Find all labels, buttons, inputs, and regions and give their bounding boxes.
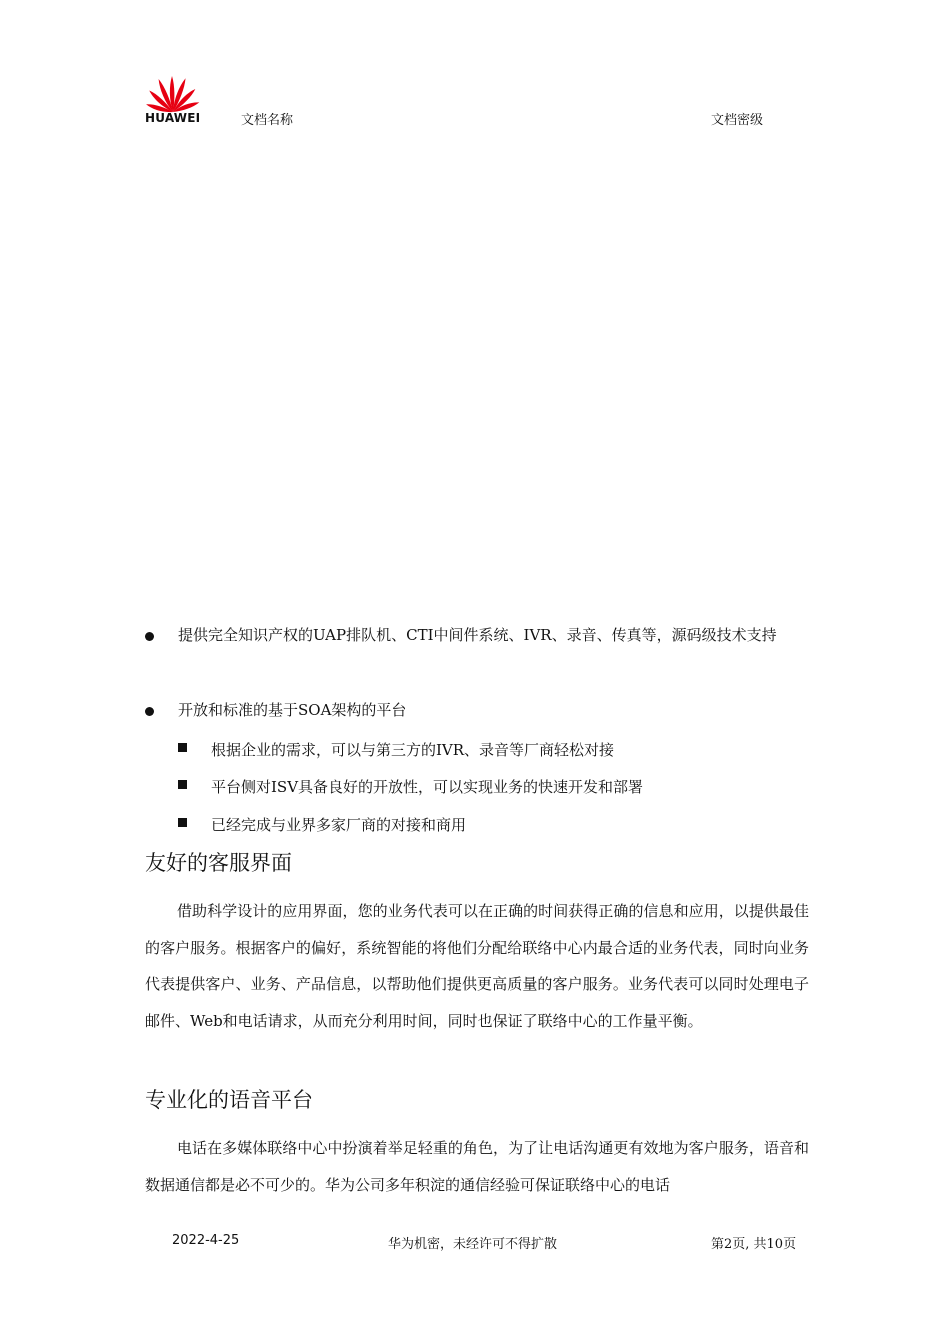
section-paragraph: 电话在多媒体联络中心中扮演着举足轻重的角色，为了让电话沟通更有效地为客户服务，语音和数据通信都是必不可少的。华为公司多年积淀的通信经验可保证联络中心的电话 [145, 1139, 809, 1194]
section-heading: 友好的客服界面 [145, 851, 292, 875]
bullet-dot-icon [145, 632, 154, 641]
bullet-text: 提供完全知识产权的UAP排队机、CTI中间件系统、IVR、录音、传真等，源码级技术支持 [178, 626, 777, 644]
sub-bullet-text: 平台侧对ISV具备良好的开放性，可以实现业务的快速开发和部署 [211, 778, 644, 796]
footer-confidentiality: 华为机密，未经许可不得扩散 [388, 1237, 558, 1252]
logo-wordmark: HUAWEI [145, 111, 201, 125]
bullet-text: 开放和标准的基于SOA架构的平台 [178, 701, 407, 719]
footer-page-number: 第2页, 共10页 [711, 1237, 797, 1252]
page-header [0, 0, 950, 140]
bullet-dot-icon [145, 707, 154, 716]
sub-bullet-text: 已经完成与业界多家厂商的对接和商用 [211, 816, 467, 834]
page-footer [0, 1230, 950, 1260]
document-name-label: 文档名称 [241, 113, 294, 128]
square-bullet-icon [178, 818, 187, 827]
section-heading: 专业化的语音平台 [145, 1088, 313, 1112]
sub-bullet-text: 根据企业的需求，可以与第三方的IVR、录音等厂商轻松对接 [211, 741, 615, 759]
footer-date: 2022-4-25 [172, 1233, 240, 1248]
section-paragraph: 借助科学设计的应用界面，您的业务代表可以在正确的时间获得正确的信息和应用，以提供最佳的客户服务。根据客户的偏好，系统智能的将他们分配给联络中心内最合适的业务代表，同时向业务代表提供客户、业务、产品信息，以帮助他们提供更高质量的客户服务。业务代表可以同时处理电子邮件、Web和电话请求，从而充分利用时间，同时也保证了联络中心的工作量平衡。 [145, 902, 809, 1030]
square-bullet-icon [178, 780, 187, 789]
square-bullet-icon [178, 743, 187, 752]
document-classification-label: 文档密级 [711, 113, 764, 128]
